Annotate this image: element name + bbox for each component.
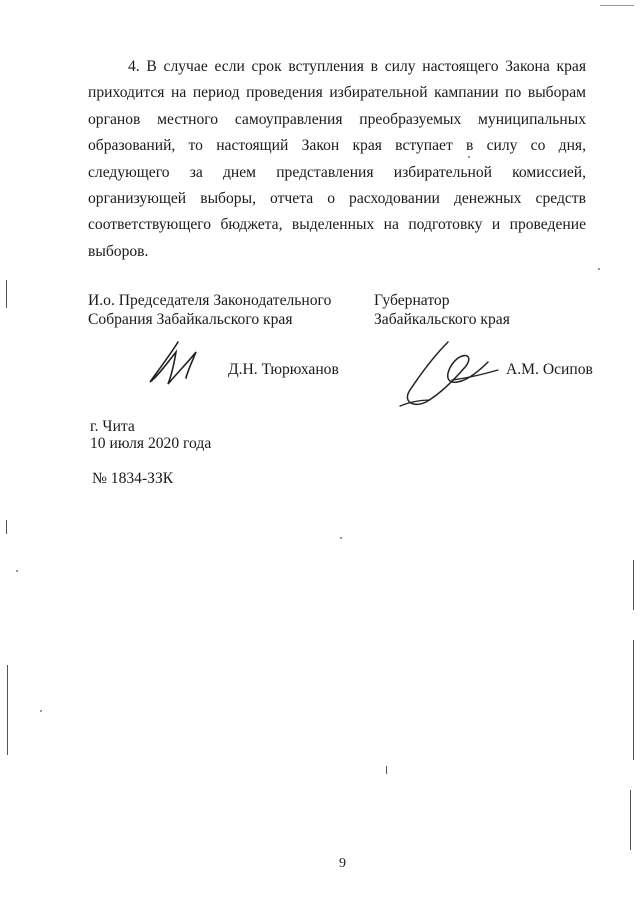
scan-artifact-dot bbox=[598, 268, 600, 270]
left-signatory-title-line1: И.о. Председателя Законодательного bbox=[88, 292, 332, 309]
scan-artifact-dot bbox=[16, 570, 18, 572]
left-signatory-name: Д.Н. Тюрюханов bbox=[228, 361, 339, 378]
law-number: № 1834-ЗЗК bbox=[92, 470, 174, 487]
scan-artifact-line bbox=[7, 665, 8, 755]
scan-artifact-line bbox=[386, 766, 387, 774]
scan-artifact-dot bbox=[468, 156, 470, 158]
date: 10 июля 2020 года bbox=[90, 435, 212, 452]
right-signatory-title-line2: Забайкальского края bbox=[374, 311, 510, 328]
left-signatory-title-line2: Собрания Забайкальского края bbox=[88, 311, 293, 328]
right-signatory-name: А.М. Осипов bbox=[506, 361, 593, 378]
scan-artifact-line bbox=[600, 5, 634, 6]
place: г. Чита bbox=[90, 418, 135, 435]
scan-artifact-line bbox=[633, 640, 634, 760]
right-signatory-title-line1: Губернатор bbox=[374, 292, 450, 309]
scan-artifact-dot bbox=[340, 537, 342, 539]
page-number: 9 bbox=[339, 856, 346, 871]
scan-artifact-line bbox=[630, 790, 631, 850]
left-signature-image bbox=[138, 338, 218, 388]
scan-artifact-line bbox=[6, 520, 7, 534]
scan-artifact-line bbox=[6, 280, 7, 308]
scan-artifact-dot bbox=[40, 710, 42, 712]
paragraph-4: 4. В случае если срок вступления в силу настоящего Закона края приходится на период проведения избирательной кампании по выборам органов местного самоуправления преобразуемых муниципальных образований, то настоящий Закон края вступает в силу со дня, следующего за днем представления избирательной комиссией, организующей выборы, отчета о расходовании денежных средств соответствующего бюджета, выделенных на подготовку и проведение выборов. bbox=[88, 58, 586, 260]
right-signature-image bbox=[392, 336, 502, 416]
scan-artifact-line bbox=[633, 560, 634, 610]
